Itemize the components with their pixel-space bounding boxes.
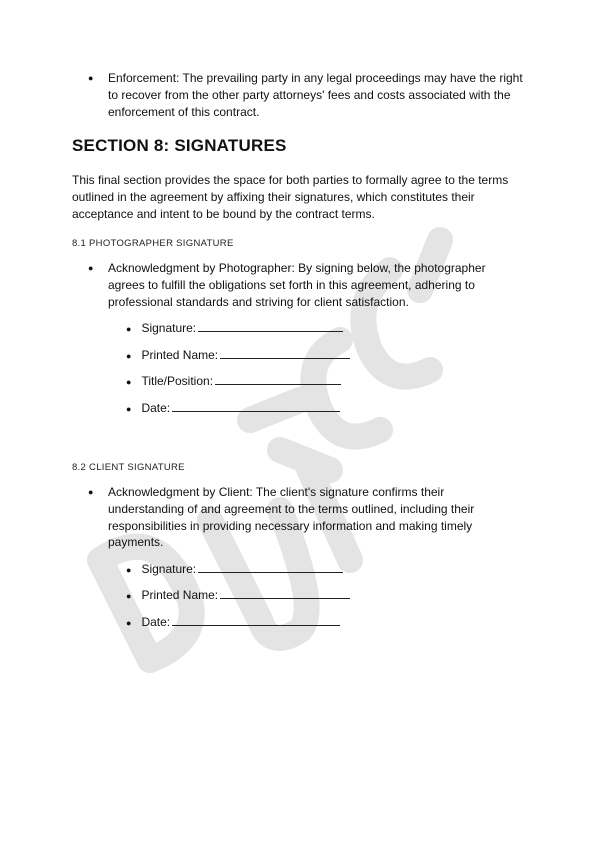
bullet-glyph: ●: [88, 487, 94, 497]
date-line[interactable]: [172, 614, 340, 626]
date-line[interactable]: [172, 400, 340, 412]
bullet-glyph: ●: [88, 73, 94, 83]
client-acknowledgment: Acknowledgment by Client: The client's signature confirms their understanding of and agreement to the terms outlined, including their responsibilities in providing necessary information and making timely payments.: [108, 485, 475, 550]
bullet-glyph: ●: [126, 404, 132, 414]
field-label: Signature:: [141, 562, 197, 576]
photographer-signature-field[interactable]: [126, 320, 343, 338]
bullet-glyph: ●: [126, 377, 132, 387]
bullet-glyph: ●: [126, 565, 132, 575]
photographer-heading: 8.1 PHOTOGRAPHER SIGNATURE: [72, 238, 234, 249]
client-printed-name-field[interactable]: [126, 587, 350, 605]
photographer-title-field[interactable]: [126, 373, 341, 391]
field-label: Printed Name:: [141, 588, 219, 602]
photographer-date-field[interactable]: [126, 400, 340, 418]
section-intro: This final section provides the space for both parties to formally agree to the terms outlined in the agreement by affixing their signatures, which constitutes their acceptance and intent to be bound by the contract terms.: [72, 173, 509, 221]
bullet-glyph: ●: [126, 591, 132, 601]
signature-line[interactable]: [198, 561, 343, 573]
field-label: Title/Position:: [141, 374, 214, 388]
field-label: Date:: [141, 401, 171, 415]
bullet-glyph: ●: [126, 351, 132, 361]
printed-name-line[interactable]: [220, 347, 350, 359]
client-signature-field[interactable]: [126, 561, 343, 579]
client-heading: 8.2 CLIENT SIGNATURE: [72, 462, 185, 473]
bullet-glyph: ●: [126, 618, 132, 628]
printed-name-line[interactable]: [220, 587, 350, 599]
bullet-glyph: ●: [88, 263, 94, 273]
title-line[interactable]: [215, 373, 341, 385]
signature-line[interactable]: [198, 320, 343, 332]
field-label: Date:: [141, 615, 171, 629]
client-date-field[interactable]: [126, 614, 340, 632]
section-title: SECTION 8: SIGNATURES: [72, 136, 287, 155]
bullet-glyph: ●: [126, 324, 132, 334]
field-label: Printed Name:: [141, 348, 219, 362]
field-label: Signature:: [141, 321, 197, 335]
enforcement-bullet-text: Enforcement: The prevailing party in any legal proceedings may have the right to recover from the other party attorneys' fees and costs associated with the enforcement of this contract.: [108, 71, 523, 119]
photographer-printed-name-field[interactable]: [126, 347, 350, 365]
photographer-acknowledgment: Acknowledgment by Photographer: By signing below, the photographer agrees to fulfill the obligations set forth in this agreement, adhering to professional standards and striving for client satisfaction.: [108, 261, 486, 309]
